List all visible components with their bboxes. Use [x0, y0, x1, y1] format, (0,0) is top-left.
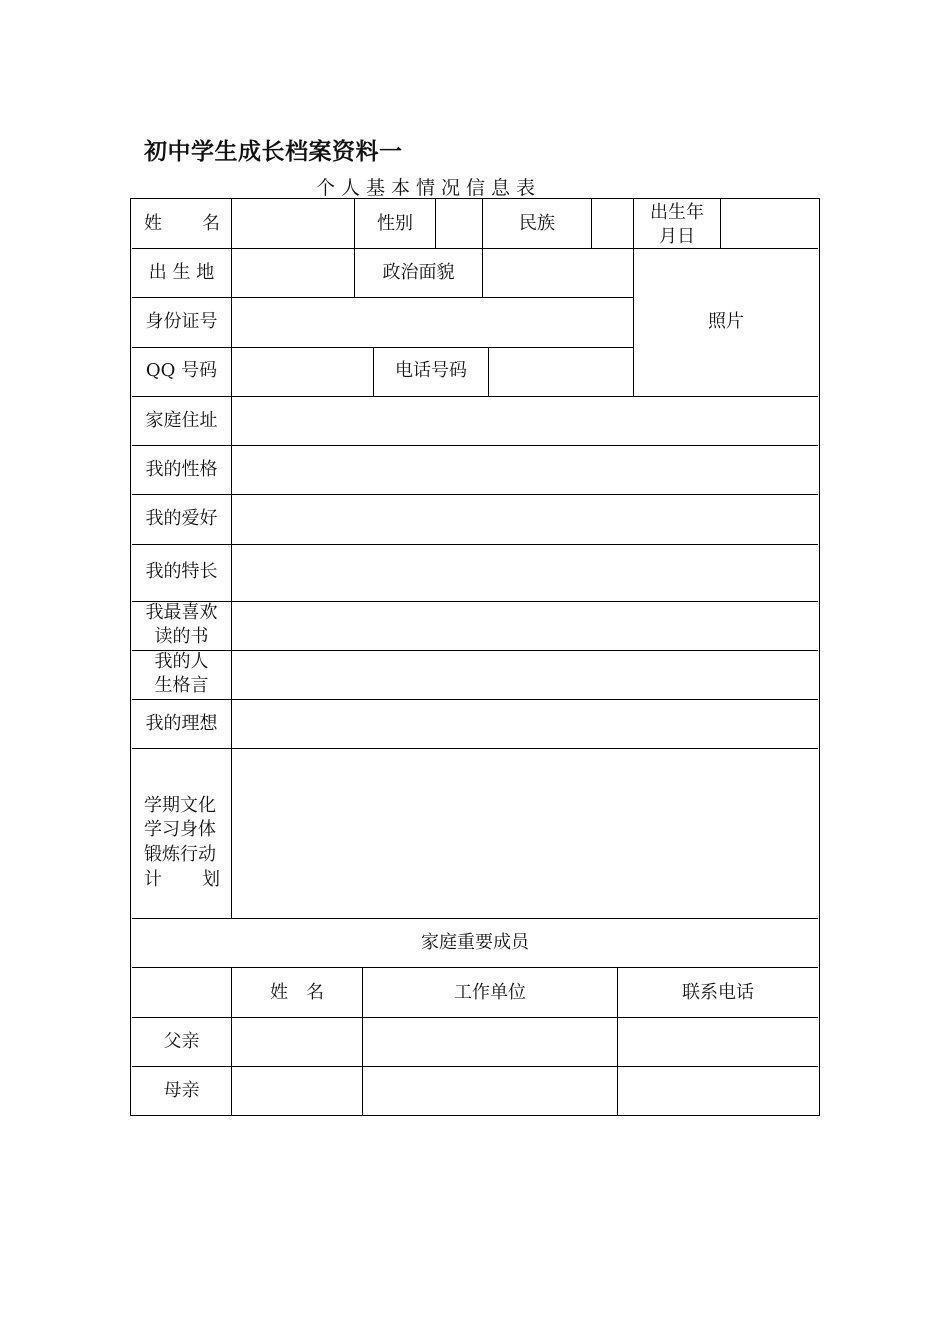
row-divider: [132, 650, 818, 651]
mother-phone-field[interactable]: [619, 1068, 817, 1114]
family-section-header: 家庭重要成员: [421, 932, 529, 953]
mother-label: 母亲: [163, 1080, 200, 1101]
motto-field[interactable]: [233, 652, 817, 698]
col-divider: [720, 199, 721, 248]
row-divider: [132, 699, 818, 700]
personality-field[interactable]: [233, 447, 817, 493]
father-work-field[interactable]: [364, 1019, 616, 1065]
strength-field[interactable]: [233, 546, 817, 600]
birthdate-field[interactable]: [722, 200, 817, 247]
row-divider: [132, 967, 818, 968]
row-divider: [132, 601, 818, 602]
row-divider: [132, 494, 818, 495]
id-number-field[interactable]: [233, 299, 632, 346]
col-divider: [435, 199, 436, 248]
row-divider: [132, 544, 818, 545]
document-title: 初中学生成长档案资料一: [144, 138, 403, 165]
personality-label: 我的性格: [145, 459, 218, 480]
favorite-book-field[interactable]: [233, 603, 817, 649]
plan-label-line4: [144, 868, 220, 892]
qq-label: QQ 号码: [145, 360, 218, 381]
name-label-char: 姓: [144, 213, 162, 234]
ideal-field[interactable]: [233, 701, 817, 747]
birthdate-label-line2: 月日: [659, 226, 695, 247]
family-col-work: 工作单位: [454, 982, 526, 1003]
plan-label-line2: 学习身体: [144, 819, 216, 840]
row-divider: [132, 445, 818, 446]
gender-label: 性别: [377, 213, 413, 234]
plan-label-line3: 锻炼行动: [144, 844, 216, 865]
gender-field[interactable]: [437, 200, 481, 247]
qq-field[interactable]: [233, 349, 372, 395]
phone-label: 电话号码: [395, 360, 467, 381]
address-field[interactable]: [233, 398, 817, 444]
favorite-book-label-line1: 我最喜欢: [145, 602, 218, 623]
plan-field[interactable]: [233, 750, 817, 917]
name-field[interactable]: [233, 200, 353, 247]
strength-label: 我的特长: [145, 561, 218, 582]
row-divider: [132, 1066, 818, 1067]
row-divider: [132, 748, 818, 749]
form-subtitle: 个人基本情况信息表: [316, 177, 542, 199]
ideal-label: 我的理想: [145, 713, 218, 734]
ethnicity-field[interactable]: [593, 200, 632, 247]
birthplace-field[interactable]: [233, 250, 353, 296]
photo-label: 照片: [708, 311, 744, 332]
family-col-phone: 联系电话: [682, 982, 754, 1003]
father-phone-field[interactable]: [619, 1019, 817, 1065]
address-label: 家庭住址: [145, 410, 218, 431]
family-col-name: 姓 名: [270, 982, 324, 1003]
plan-label-line1: 学期文化: [144, 795, 216, 816]
mother-work-field[interactable]: [364, 1068, 616, 1114]
mother-name-field[interactable]: [233, 1068, 361, 1114]
row-divider: [132, 347, 633, 348]
father-label: 父亲: [163, 1031, 200, 1052]
id-number-label: 身份证号: [145, 311, 218, 332]
row-divider: [132, 396, 818, 397]
ethnicity-label: 民族: [519, 213, 555, 234]
name-label-char: 名: [202, 213, 220, 234]
hobby-field[interactable]: [233, 496, 817, 543]
motto-label-line1: 我的人: [154, 651, 209, 672]
political-status-field[interactable]: [484, 250, 632, 296]
father-name-field[interactable]: [233, 1019, 361, 1065]
row-divider: [132, 918, 818, 919]
political-status-label: 政治面貌: [382, 262, 455, 283]
phone-field[interactable]: [490, 349, 632, 395]
col-divider: [591, 199, 592, 248]
motto-label-line2: 生格言: [154, 675, 209, 696]
hobby-label: 我的爱好: [145, 508, 218, 529]
row-divider: [132, 1017, 818, 1018]
label-column-divider: [231, 199, 232, 918]
row-divider: [132, 297, 633, 298]
favorite-book-label-line2: 读的书: [154, 626, 209, 647]
col-divider: [488, 348, 489, 396]
birthplace-label: 出 生 地: [148, 262, 215, 283]
plan-label-char: 计: [144, 869, 162, 890]
name-label: [144, 212, 220, 236]
birthdate-label-line1: 出生年: [650, 202, 704, 223]
plan-label-char: 划: [202, 869, 220, 890]
